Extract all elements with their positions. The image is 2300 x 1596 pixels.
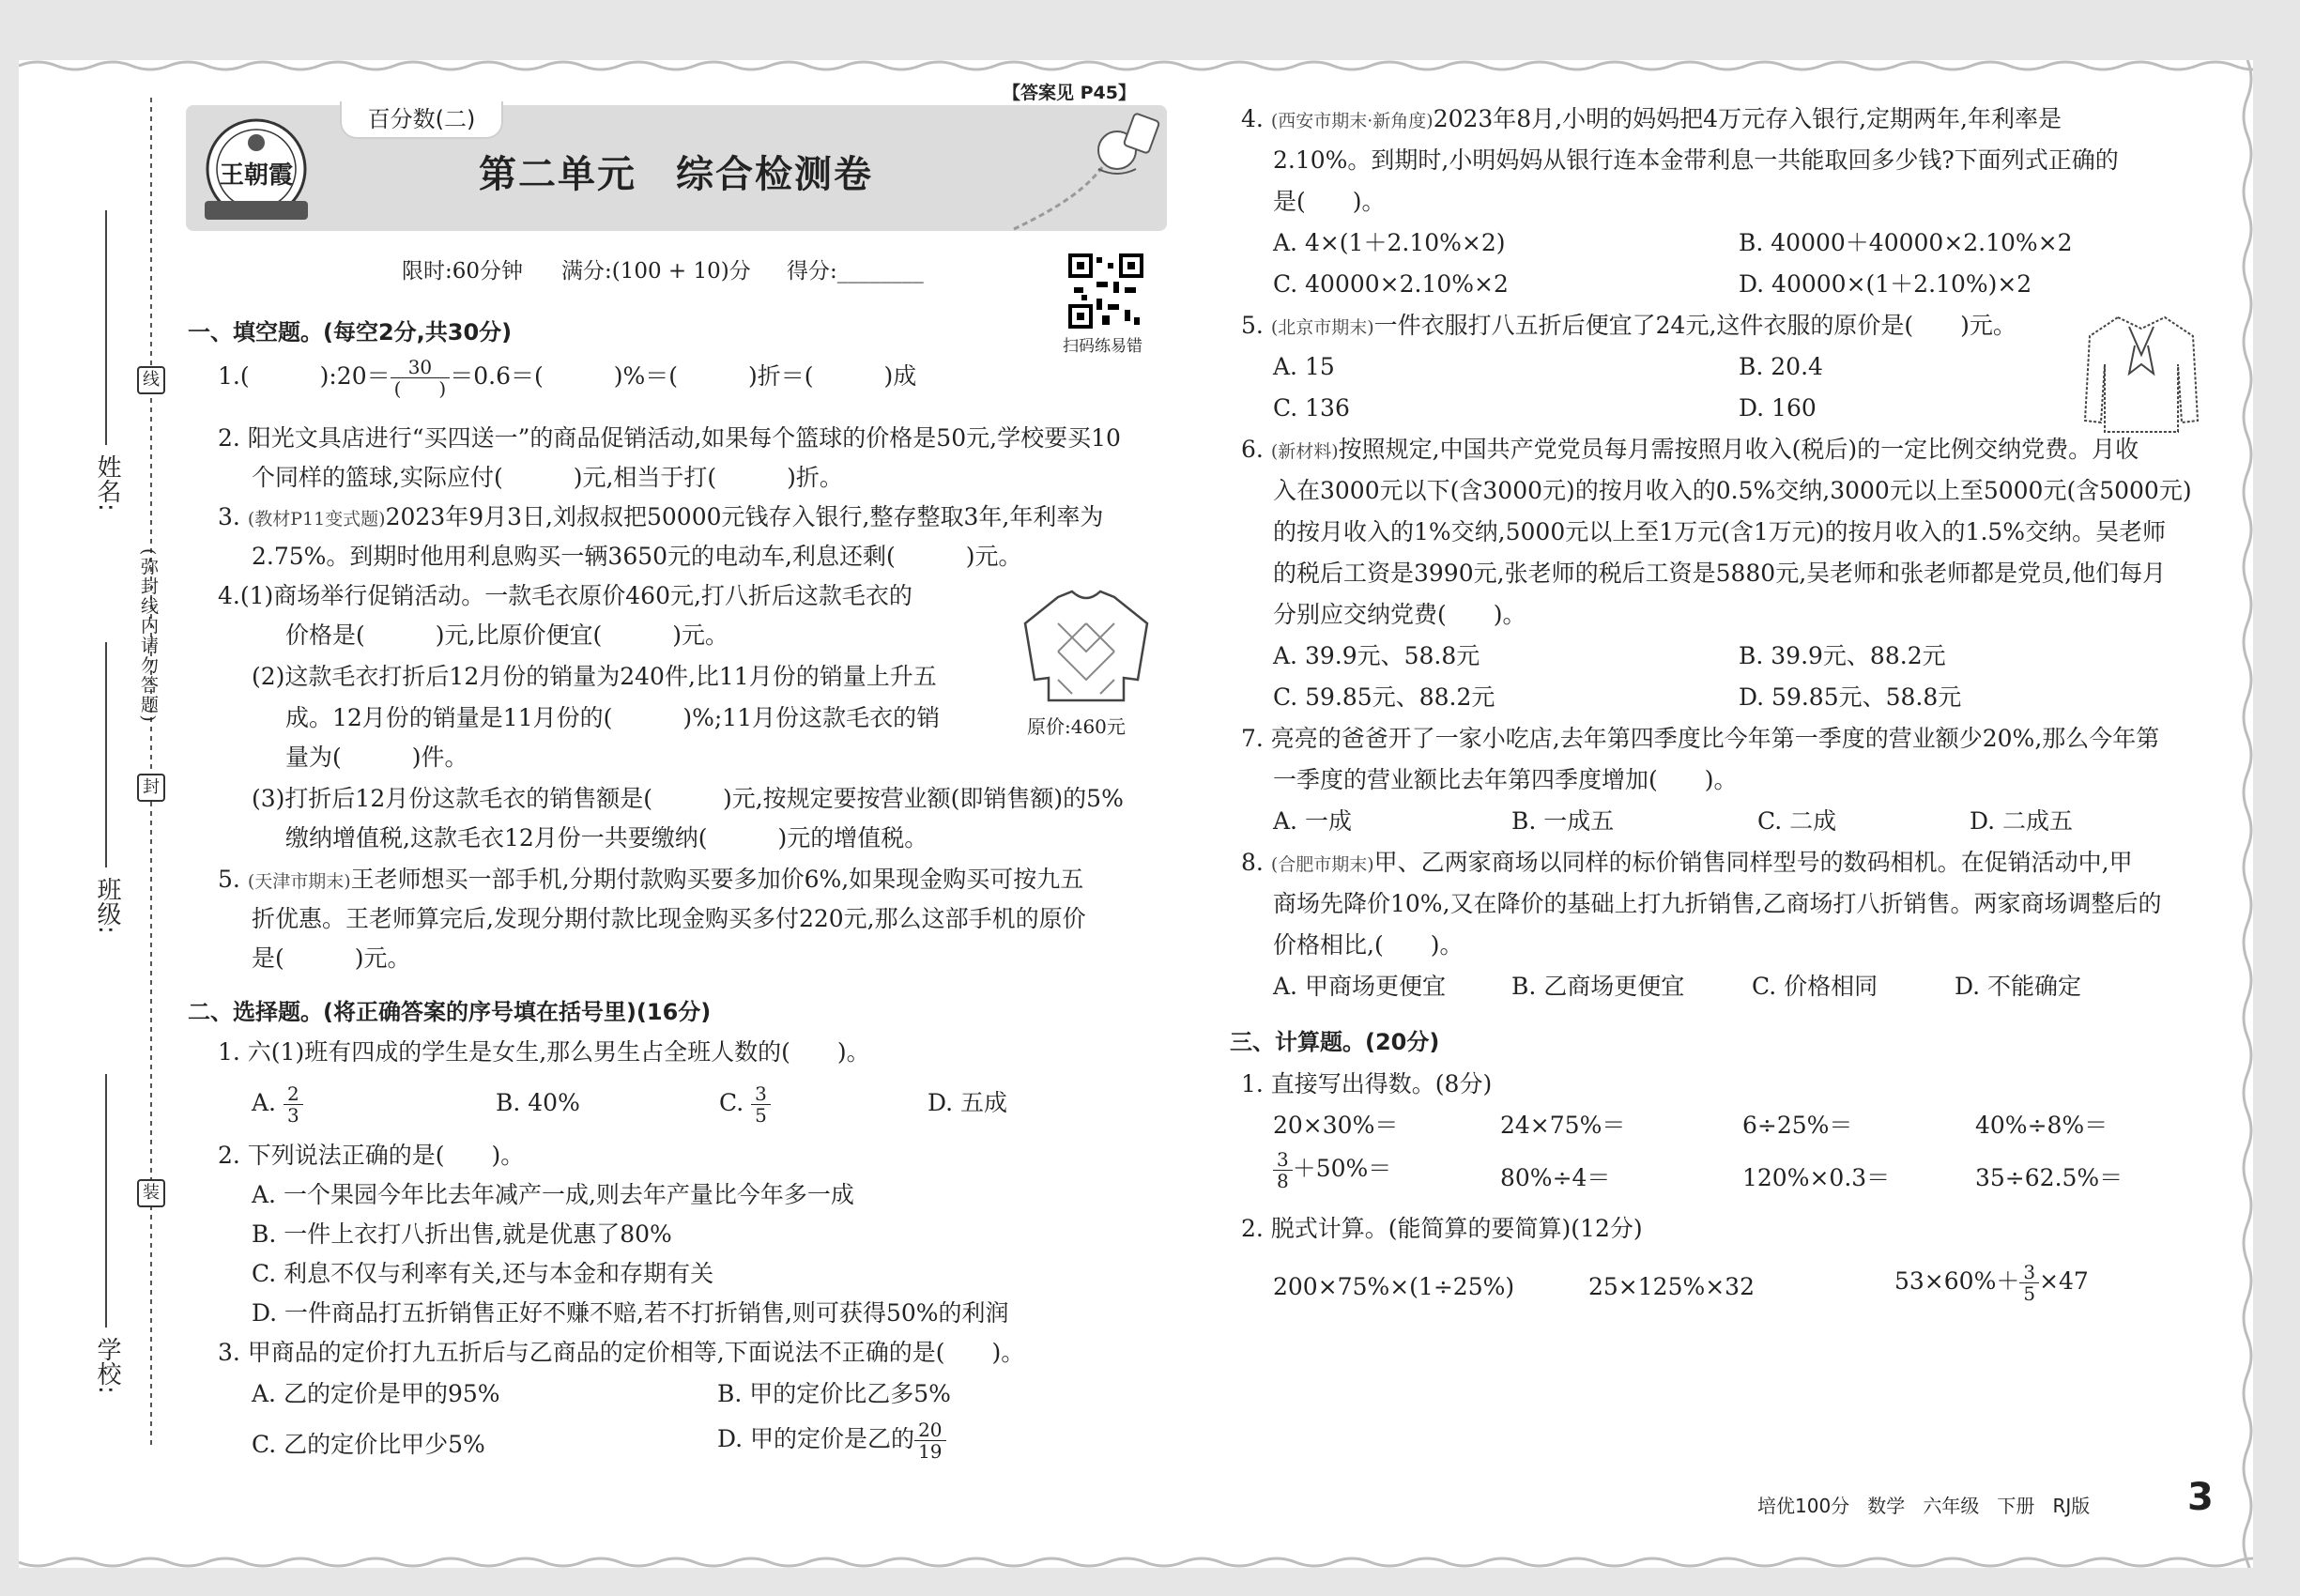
choice-q3-d-numerator: 20 [914,1420,945,1441]
fill-q1-fraction [391,357,451,399]
choice-q1-a-fraction [284,1083,303,1126]
school-label: 学校: [93,1337,121,1394]
choice-q2-option-a: A. 一个果园今年比去年减产一成,则去年产量比今年多一成 [252,1181,854,1208]
calc-item-5-text: ＋50%＝ [1292,1155,1392,1182]
calc-expr-3 [1894,1262,2089,1304]
stamp-bind: 装 [137,1179,165,1207]
calc-expr-3-part1: 53×60%＋ [1894,1267,2020,1295]
choice-q6-line2: 入在3000元以下(含3000元)的按月收入的0.5%交纳,3000元以上至5000元(含5000元) [1273,477,2192,504]
choice-q8-text: 甲、乙两家商场以同样的标价销售同样型号的数码相机。在促销活动中,甲 [1373,849,2133,876]
choice-q1-c-fraction [751,1083,771,1126]
section1-heading: 一、填空题。(每空2分,共30分) [188,319,513,345]
choice-q5-num: 5. [1241,312,1264,339]
choice-q1-option-b: B. 40% [496,1089,580,1116]
choice-q6-num: 6. [1241,436,1264,463]
answer-ref: 【答案见 P45】 [1003,83,1136,103]
fill-q5-line3: 是( )元。 [252,944,411,972]
fill-q4-line1: 4.(1)商场举行促销活动。一款毛衣原价460元,打八折后这款毛衣的 [218,582,912,609]
choice-q4-text: 2023年8月,小明的妈妈把4万元存入银行,定期两年,年利率是 [1433,105,2062,132]
choice-q5-text: 一件衣服打八五折后便宜了24元,这件衣服的原价是( )元。 [1373,312,2016,339]
choice-q4-option-c: C. 40000×2.10%×2 [1273,270,1509,298]
fill-q3-line1 [218,498,1103,539]
binding-note: (弥封线内请勿答题) [138,548,159,724]
calc-item-5-fraction [1273,1149,1293,1191]
stamp-line: 线 [137,366,165,394]
choice-q6-option-a: A. 39.9元、58.8元 [1273,642,1480,669]
exam-page [19,60,2253,1568]
footer-book: 培优100分 [1757,1495,1850,1517]
cartoon-icon [1004,103,1164,231]
choice-q5-option-b: B. 20.4 [1739,353,1823,380]
choice-q7-line1: 7. 亮亮的爸爸开了一家小吃店,去年第四季度比今年第一季度的营业额少20%,那么今年第 [1241,725,2160,752]
calc-item-5 [1273,1149,1391,1191]
choice-q6-line3: 的按月收入的1%交纳,5000元以上至1万元(含1万元)的按月收入的1.5%交纳。吴老师 [1273,518,2167,545]
lesson-tag: 百分数(二) [340,101,503,139]
fill-q5-num: 5. [218,866,240,893]
page-number: 3 [2187,1476,2214,1519]
footer-grade: 六年级 [1923,1495,1980,1517]
choice-q7-line2: 一季度的营业额比去年第四季度增加( )。 [1273,766,1738,793]
choice-q6-option-b: B. 39.9元、88.2元 [1739,642,1946,669]
fill-q3-text: 2023年9月3日,刘叔叔把50000元钱存入银行,整存整取3年,年利率为 [385,503,1104,530]
choice-q1-option-d: D. 五成 [928,1089,1008,1116]
choice-q2-stem: 2. 下列说法正确的是( )。 [218,1142,525,1169]
calc-item-2: 24×75%＝ [1500,1112,1626,1139]
fill-q4-line7: 缴纳增值税,这款毛衣12月份一共要缴纳( )元的增值税。 [285,824,928,852]
choice-q1-c-label: C. [719,1089,744,1116]
choice-q8-line1 [1241,843,2133,884]
choice-q8-option-a: A. 甲商场更便宜 [1273,973,1446,1000]
stamp-seal: 封 [137,774,165,802]
class-label: 班级: [93,877,121,934]
calc-expr-1: 200×75%×(1÷25%) [1273,1273,1515,1300]
choice-q7-option-a: A. 一成 [1273,807,1352,835]
choice-q8-line3: 价格相比,( )。 [1273,931,1464,959]
fill-q3-line2: 2.75%。到期时他用利息购买一辆3650元的电动车,利息还剩( )元。 [252,543,1022,570]
calc-item-5-denominator: 8 [1277,1170,1289,1192]
choice-q3-d-fraction [914,1420,945,1462]
qr-caption: 扫码练易错 [1063,337,1142,356]
page-title: 第二单元 综合检测卷 [479,153,873,196]
choice-q1-a-label: A. [252,1089,277,1116]
choice-q8-line2: 商场先降价10%,又在降价的基础上打九折销售,乙商场打八折销售。两家商场调整后的 [1273,890,2162,917]
calc-item-5-numerator: 3 [1273,1149,1293,1171]
fill-q3-num: 3. [218,503,240,530]
choice-q6-option-d: D. 59.85元、58.8元 [1739,683,1962,711]
score-field[interactable]: 得分:________ [787,259,924,284]
choice-q1-option-a [252,1083,303,1126]
choice-q3-option-c: C. 乙的定价比甲少5% [252,1431,485,1458]
choice-q4-line1 [1241,100,2062,141]
choice-q4-line3: 是( )。 [1273,188,1386,215]
choice-q6-text: 按照规定,中国共产党党员每月需按照月收入(税后)的一定比例交纳党费。月收 [1338,436,2139,463]
calc-item-4: 40%÷8%＝ [1975,1112,2108,1139]
calc-expr-3-numerator: 3 [2019,1262,2039,1283]
choice-q8-option-b: B. 乙商场更便宜 [1511,973,1685,1000]
full-score: 满分:(100 + 10)分 [561,259,751,284]
choice-q6-line5: 分别应交纳党费( )。 [1273,601,1526,628]
choice-q4-source: (西安市期末·新角度) [1270,111,1434,131]
fill-q1-denominator: ( ) [393,377,447,400]
choice-q4-option-d: D. 40000×(1＋2.10%)×2 [1739,270,2032,298]
choice-q8-option-d: D. 不能确定 [1955,973,2082,1000]
fill-q2-line2: 个同样的篮球,实际应付( )元,相当于打( )折。 [252,464,843,491]
sweater-price-caption: 原价:460元 [1027,715,1126,738]
choice-q6-source: (新材料) [1270,441,1339,462]
choice-q1-a-denominator: 3 [286,1104,299,1127]
choice-q7-option-b: B. 一成五 [1511,807,1615,835]
fill-q4-line4: 成。12月份的销量是11月份的( )%;11月份这款毛衣的销 [285,704,941,731]
choice-q4-option-a: A. 4×(1＋2.10%×2) [1273,229,1506,256]
choice-q8-num: 8. [1241,849,1264,876]
choice-q5-option-d: D. 160 [1739,394,1817,422]
calc-expr-3-denominator: 5 [2023,1282,2036,1305]
choice-q5-source: (北京市期末) [1270,317,1374,338]
choice-q4-option-b: B. 40000＋40000×2.10%×2 [1739,229,2073,256]
fill-q5-line1 [218,860,1083,901]
school-line [105,1074,107,1327]
choice-q4-num: 4. [1241,105,1264,132]
choice-q2-option-d: D. 一件商品打五折销售正好不赚不赔,若不打折销售,则可获得50%的利润 [252,1299,1009,1327]
choice-q8-source: (合肥市期末) [1270,854,1374,875]
choice-q5-stem [1241,306,2016,347]
choice-q1-option-c [719,1083,771,1126]
fill-q1-part1: 1.( ):20＝ [218,362,391,390]
calc-item-3: 6÷25%＝ [1742,1112,1853,1139]
choice-q8-option-c: C. 价格相同 [1752,973,1878,1000]
section2-heading: 二、选择题。(将正确答案的序号填在括号里)(16分) [188,999,712,1025]
fill-q1-numerator: 30 [391,357,451,378]
fill-q5-source: (天津市期末) [247,871,351,892]
choice-q6-line1 [1241,430,2139,471]
calc-q2-heading: 2. 脱式计算。(能简算的要简算)(12分) [1241,1215,1643,1242]
calc-item-6: 80%÷4＝ [1500,1164,1611,1191]
calc-expr-3-fraction [2019,1262,2039,1304]
choice-q4-line2: 2.10%。到期时,小明妈妈从银行连本金带利息一共能取回多少钱?下面列式正确的 [1273,146,2119,174]
fill-q5-line2: 折优惠。王老师算完后,发现分期付款比现金购买多付220元,那么这部手机的原价 [252,905,1086,932]
calc-item-7: 120%×0.3＝ [1742,1164,1891,1191]
fill-q1 [218,357,916,399]
choice-q3-option-b: B. 甲的定价比乙多5% [717,1380,951,1407]
name-label: 姓名: [93,454,121,512]
choice-q3-stem: 3. 甲商品的定价打九五折后与乙商品的定价相等,下面说法不正确的是( )。 [218,1339,1025,1366]
time-limit: 限时:60分钟 [402,259,524,284]
fill-q3-source: (教材P11变式题) [247,509,386,529]
choice-q3-option-d [717,1420,946,1462]
choice-q1-a-numerator: 2 [284,1083,303,1105]
section3-heading: 三、计算题。(20分) [1230,1029,1440,1055]
choice-q3-d-denominator: 19 [918,1440,943,1463]
calc-item-8: 35÷62.5%＝ [1975,1164,2124,1191]
choice-q2-option-b: B. 一件上衣打八折出售,就是优惠了80% [252,1220,672,1248]
choice-q1-c-numerator: 3 [751,1083,771,1105]
name-line [105,210,107,445]
calc-q1-heading: 1. 直接写出得数。(8分) [1241,1070,1493,1097]
choice-q6-line4: 的税后工资是3990元,张老师的税后工资是5880元,吴老师和张老师都是党员,他们每月 [1273,560,2167,587]
fill-q2-line1: 2. 阳光文具店进行“买四送一”的商品促销活动,如果每个篮球的价格是50元,学校要买10 [218,424,1121,452]
choice-q3-option-a: A. 乙的定价是甲的95% [252,1380,500,1407]
calc-item-1: 20×30%＝ [1273,1112,1399,1139]
fill-q4-line6: (3)打折后12月份这款毛衣的销售额是( )元,按规定要按营业额(即销售额)的5% [252,785,1124,812]
shirt-icon [2080,308,2202,439]
choice-q1-stem: 1. 六(1)班有四成的学生是女生,那么男生占全班人数的( )。 [218,1038,870,1066]
fill-q4-line5: 量为( )件。 [285,744,468,771]
choice-q2-option-c: C. 利息不仅与利率有关,还与本金和存期有关 [252,1260,714,1287]
calc-expr-2: 25×125%×32 [1588,1273,1755,1300]
footer-edition: RJ版 [2052,1495,2091,1517]
choice-q5-option-a: A. 15 [1273,353,1335,380]
choice-q7-option-c: C. 二成 [1757,807,1837,835]
footer-volume: 下册 [1997,1495,2035,1517]
fill-q4-line2: 价格是( )元,比原价便宜( )元。 [285,622,728,649]
choice-q7-option-d: D. 二成五 [1970,807,2074,835]
footer-subject: 数学 [1867,1495,1906,1517]
qr-code[interactable] [1068,253,1143,329]
choice-q1-c-denominator: 5 [755,1104,767,1127]
footer [1757,1491,2090,1518]
calc-expr-3-part2: ×47 [2039,1267,2089,1295]
fill-q5-text: 王老师想买一部手机,分期付款购买要多加价6%,如果现金购买可按九五 [350,866,1084,893]
fill-q1-part2: ＝0.6＝( )%＝( )折＝( )成 [450,362,917,390]
class-line [105,642,107,867]
choice-q3-d-label: D. 甲的定价是乙的 [717,1425,915,1452]
sweater-icon [1016,586,1157,708]
choice-q5-option-c: C. 136 [1273,394,1350,422]
fill-q4-line3: (2)这款毛衣打折后12月份的销量为240件,比11月份的销量上升五 [252,663,937,690]
logo-text: 王朝霞 [220,161,294,190]
choice-q6-option-c: C. 59.85元、88.2元 [1273,683,1495,711]
